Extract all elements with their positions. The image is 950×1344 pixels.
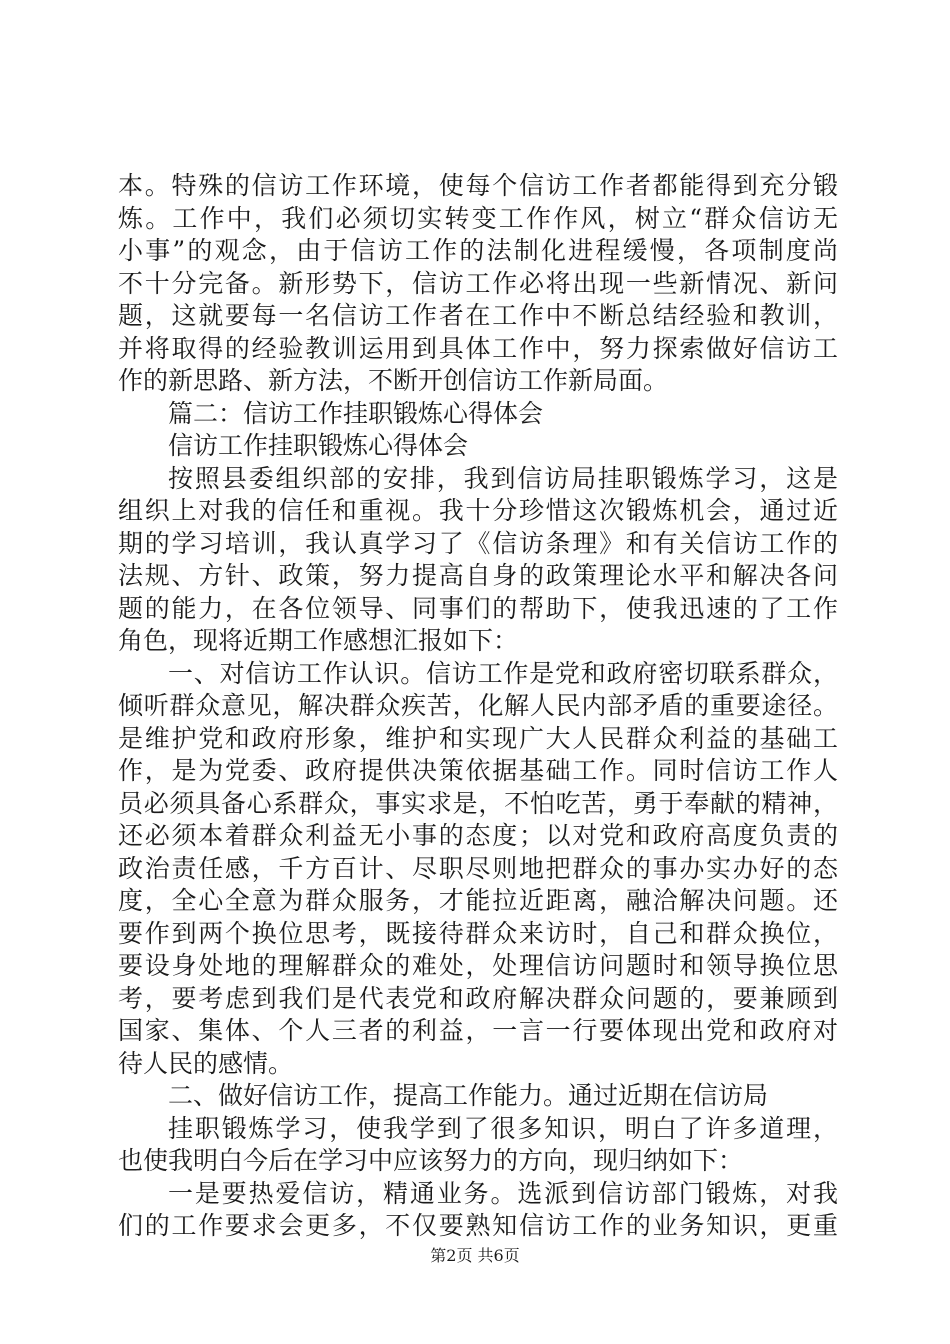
text-line: 待人民的感情。 xyxy=(118,1048,294,1078)
text-line: 不十分完备。新形势下，信访工作必将出现一些新情况、新问 xyxy=(118,268,838,298)
text-line: 考，要考虑到我们是代表党和政府解决群众问题的，要兼顾到 xyxy=(118,983,838,1013)
text-line: 员必须具备心系群众，事实求是，不怕吃苦，勇于奉献的精神， xyxy=(118,788,838,818)
text-line: 一是要热爱信访，精通业务。选派到信访部门锻炼，对我 xyxy=(168,1178,838,1208)
text-line: 是维护党和政府形象，维护和实现广大人民群众利益的基础工 xyxy=(118,723,838,753)
text-line: 国家、集体、个人三者的利益，一言一行要体现出党和政府对 xyxy=(118,1016,838,1045)
text-line: 角色，现将近期工作感想汇报如下： xyxy=(118,626,519,655)
text-line: 法规、方针、政策，努力提高自身的政策理论水平和解决各问 xyxy=(118,561,838,590)
text-line: 篇二：信访工作挂职锻炼心得体会 xyxy=(168,398,544,428)
text-line: 还必须本着群众利益无小事的态度；以对党和政府高度负责的 xyxy=(118,821,838,850)
text-line: 们的工作要求会更多，不仅要熟知信访工作的业务知识，更重 xyxy=(118,1211,838,1240)
text-line: 也使我明白今后在学习中应该努力的方向，现归纳如下： xyxy=(118,1146,744,1175)
text-line: 二、做好信访工作，提高工作能力。通过近期在信访局 xyxy=(168,1081,769,1110)
text-line: 要作到两个换位思考，既接待群众来访时，自己和群众换位， xyxy=(118,918,838,948)
text-line: 题的能力，在各位领导、同事们的帮助下，使我迅速的了工作 xyxy=(118,593,838,623)
text-line: 本。特殊的信访工作环境，使每个信访工作者都能得到充分锻 xyxy=(118,171,838,200)
text-line: 期的学习培训，我认真学习了《信访条理》和有关信访工作的 xyxy=(118,528,838,558)
text-line: 并将取得的经验教训运用到具体工作中，努力探索做好信访工 xyxy=(118,333,838,363)
text-line: 政治责任感，千方百计、尽职尽则地把群众的事办实办好的态 xyxy=(118,853,838,883)
text-line: 小事”的观念，由于信访工作的法制化进程缓慢，各项制度尚 xyxy=(118,236,838,265)
text-line: 度，全心全意为群众服务，才能拉近距离，融洽解决问题。还 xyxy=(118,886,838,915)
text-line: 挂职锻炼学习，使我学到了很多知识，明白了许多道理， xyxy=(168,1113,838,1143)
text-line: 炼。工作中，我们必须切实转变工作作风，树立“群众信访无 xyxy=(118,203,838,233)
text-line: 要设身处地的理解群众的难处，处理信访问题时和领导换位思 xyxy=(118,951,838,980)
text-line: 信访工作挂职锻炼心得体会 xyxy=(168,431,469,460)
text-line: 一、对信访工作认识。信访工作是党和政府密切联系群众， xyxy=(168,658,838,688)
text-line: 作的新思路、新方法，不断开创信访工作新局面。 xyxy=(118,366,669,395)
text-line: 组织上对我的信任和重视。我十分珍惜这次锻炼机会，通过近 xyxy=(118,496,838,525)
text-line: 题，这就要每一名信访工作者在工作中不断总结经验和教训， xyxy=(118,301,838,330)
text-line: 倾听群众意见，解决群众疾苦，化解人民内部矛盾的重要途径。 xyxy=(118,691,838,720)
document-body xyxy=(118,170,838,1243)
text-line: 按照县委组织部的安排，我到信访局挂职锻炼学习，这是 xyxy=(168,463,838,493)
page-footer: 第2页 共6页 xyxy=(430,1246,520,1265)
text-line: 作，是为党委、政府提供决策依据基础工作。同时信访工作人 xyxy=(118,756,838,785)
